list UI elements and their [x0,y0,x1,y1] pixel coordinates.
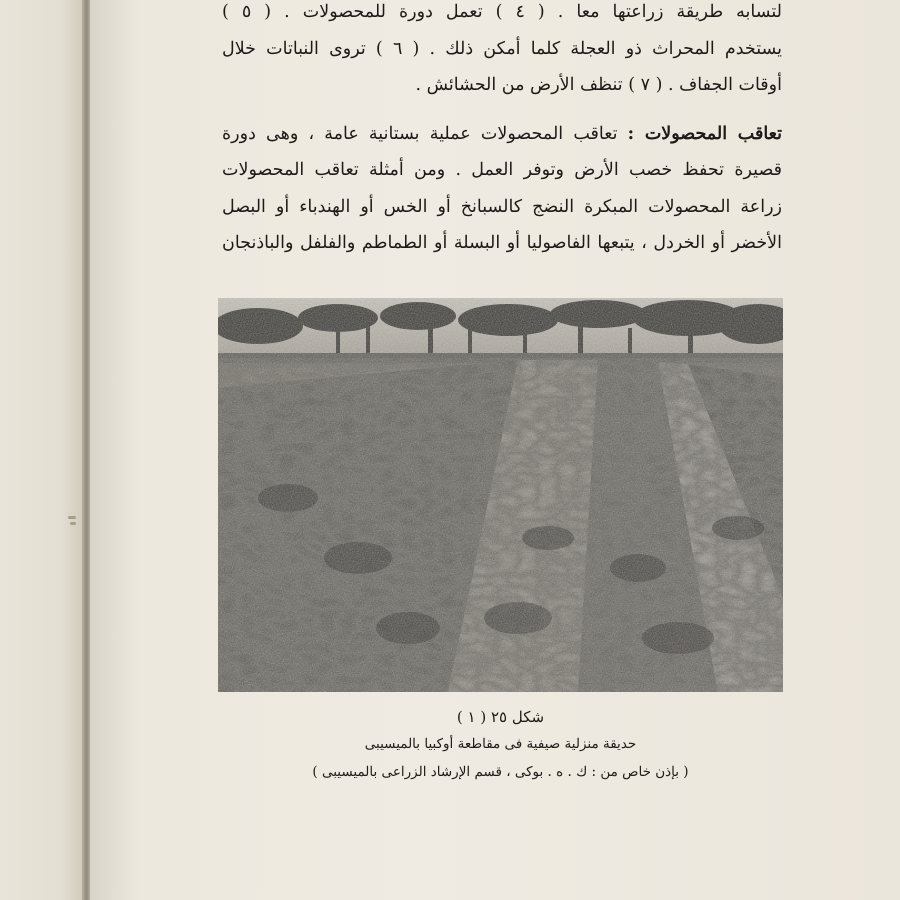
page-notch [68,516,76,519]
garden-photo-image [218,298,783,692]
figure-caption: حديقة منزلية صيفية فى مقاطعة أوكبيا بالميسيبى [364,736,637,752]
page-notch [70,522,76,525]
run-in-heading: تعاقب المحصولات : [627,123,782,144]
figure-credit: ( بإذن خاص من : ك . ه . بوكى ، قسم الإرشاد الزراعى بالميسيبى ) [312,764,689,780]
body-text [222,0,782,262]
text-line: يستخدم المحراث ذو العجلة كلما أمكن ذلك . ( ٦ ) تروى النباتات خلال [222,38,782,59]
figure-number: شكل ٢٥ ( ١ ) [456,708,545,726]
text-line: لتسابه طريقة زراعتها معا . ( ٤ ) تعمل دورة للمحصولات . ( ٥ ) [222,2,782,22]
text-line [222,116,782,153]
text-line: قصيرة تحفظ خصب الأرض وتوفر العمل . ومن أمثلة تعاقب المحصولات [222,160,782,180]
paragraph [222,116,782,262]
text-line: الأخضر أو الخردل ، يتبعها الفاصوليا أو البسلة أو الطماطم والفلفل والباذنجان [222,233,782,253]
text-line: زراعة المحصولات المبكرة النضج كالسبانخ أو الخس أو الهندباء أو البصل [222,196,782,217]
text-run: تعاقب المحصولات عملية بستانية عامة ، وهى دورة [222,123,618,144]
garden-photo [218,298,783,692]
text-line: أوقات الجفاف . ( ٧ ) تنظف الأرض من الحشائش . [415,75,782,95]
paragraph [222,0,782,104]
left-page [0,0,86,900]
